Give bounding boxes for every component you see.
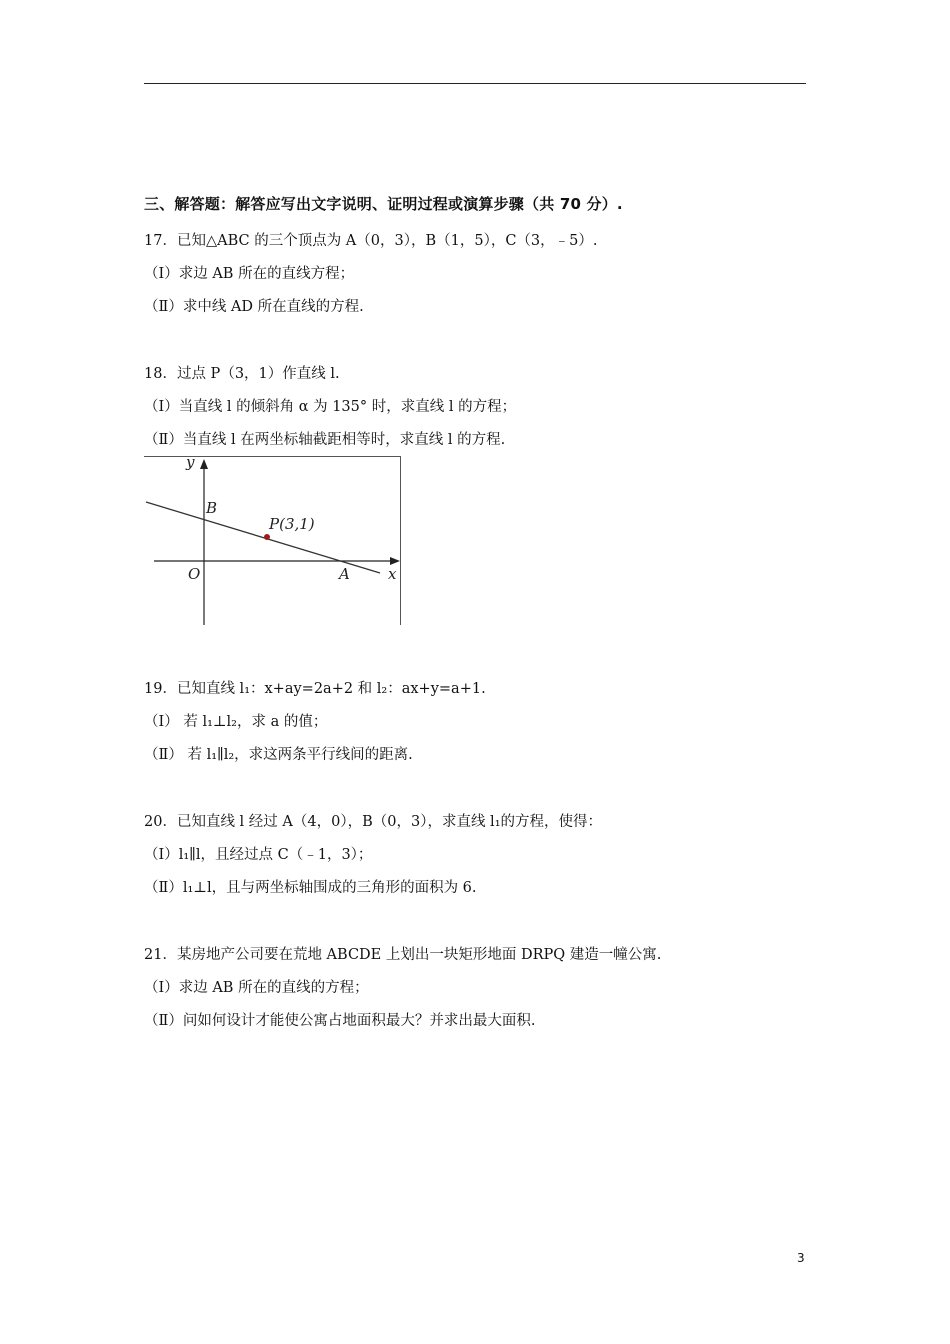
point-p: [264, 534, 270, 540]
header-rule: [144, 83, 806, 84]
line-l: [146, 502, 380, 573]
q18-figure: [144, 456, 401, 625]
label-x: x: [388, 565, 397, 583]
page-number: 3: [797, 1251, 805, 1265]
label-y: y: [186, 457, 195, 471]
q18-part1: （Ⅰ）当直线 l 的倾斜角 α 为 135° 时，求直线 l 的方程；: [144, 399, 517, 415]
q17-part1: （Ⅰ）求边 AB 所在的直线方程；: [144, 266, 355, 282]
label-a: A: [339, 565, 350, 583]
x-axis-arrow: [390, 557, 400, 565]
label-o: O: [188, 565, 201, 583]
q19-part2: （Ⅱ） 若 l₁∥l₂，求这两条平行线间的距离.: [144, 747, 413, 763]
q17-stem: 17．已知△ABC 的三个顶点为 A（0，3），B（1，5），C（3，﹣5）.: [144, 233, 598, 249]
q21-part2: （Ⅱ）问如何设计才能使公寓占地面积最大？并求出最大面积.: [144, 1013, 536, 1029]
q17-part2: （Ⅱ）求中线 AD 所在直线的方程.: [144, 299, 364, 315]
q19-part1: （Ⅰ） 若 l₁⊥l₂，求 a 的值；: [144, 714, 328, 730]
coordinate-figure: [144, 457, 400, 625]
q18-part2: （Ⅱ）当直线 l 在两坐标轴截距相等时，求直线 l 的方程.: [144, 432, 506, 448]
label-b: B: [206, 499, 218, 517]
q21-stem: 21．某房地产公司要在荒地 ABCDE 上划出一块矩形地面 DRPQ 建造一幢公寓.: [144, 947, 662, 963]
q18-stem: 18．过点 P（3，1）作直线 l.: [144, 366, 340, 382]
q20-part1: （Ⅰ）l₁∥l，且经过点 C（﹣1，3）；: [144, 847, 373, 863]
q21-part1: （Ⅰ）求边 AB 所在的直线的方程；: [144, 980, 369, 996]
q20-stem: 20．已知直线 l 经过 A（4，0），B（0，3），求直线 l₁的方程，使得：: [144, 814, 603, 830]
y-axis-arrow: [200, 459, 208, 469]
section-heading: 三、解答题：解答应写出文字说明、证明过程或演算步骤（共 70 分）.: [144, 195, 623, 213]
label-p: P(3,1): [269, 515, 315, 533]
q19-stem: 19．已知直线 l₁：x+ay=2a+2 和 l₂：ax+y=a+1.: [144, 681, 486, 697]
q20-part2: （Ⅱ）l₁⊥l，且与两坐标轴围成的三角形的面积为 6.: [144, 880, 477, 896]
